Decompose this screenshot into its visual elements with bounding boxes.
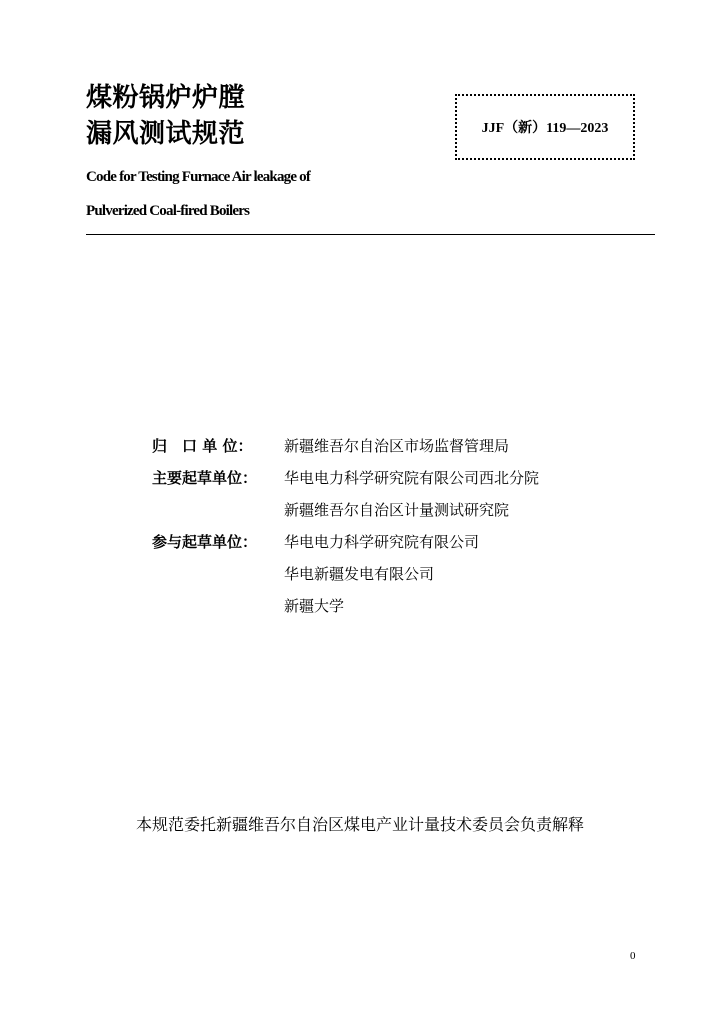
org-label: 主要起草单位： (152, 469, 258, 487)
standard-code: JJF（新）119—2023 (481, 121, 609, 136)
org-label: 参与起草单位： (152, 533, 258, 551)
org-values (284, 526, 479, 622)
org-value: 华电电力科学研究院有限公司西北分院 (284, 469, 540, 487)
org-value: 华电新疆发电有限公司 (284, 565, 435, 583)
org-values (284, 462, 539, 526)
org-value: 华电电力科学研究院有限公司 (284, 533, 480, 551)
org-value: 新疆大学 (284, 597, 345, 615)
chinese-title-line-1: 煤粉锅炉炉膛 (86, 83, 246, 113)
title-divider (86, 234, 655, 235)
standard-code-box (455, 94, 635, 160)
english-title-line-2: Pulverized Coal-fired Boilers (86, 203, 250, 219)
english-title (86, 160, 310, 228)
chinese-title-line-2: 漏风测试规范 (86, 119, 246, 149)
interpretation-note-text: 本规范委托新疆维吾尔自治区煤电产业计量技术委员会负责解释 (135, 815, 584, 834)
org-row-main-drafting (152, 462, 652, 526)
org-row-participating (152, 526, 652, 622)
interpretation-note (0, 812, 724, 835)
english-title-line-1: Code for Testing Furnace Air leakage of (86, 169, 311, 185)
org-value: 新疆维吾尔自治区市场监督管理局 (284, 437, 510, 455)
org-value: 新疆维吾尔自治区计量测试研究院 (284, 501, 510, 519)
chinese-title (86, 80, 245, 152)
org-label: 归 口 单 位： (152, 437, 253, 455)
page-number: 0 (630, 950, 636, 962)
organization-list (152, 430, 652, 622)
org-row-responsible (152, 430, 652, 462)
org-values (284, 430, 509, 462)
